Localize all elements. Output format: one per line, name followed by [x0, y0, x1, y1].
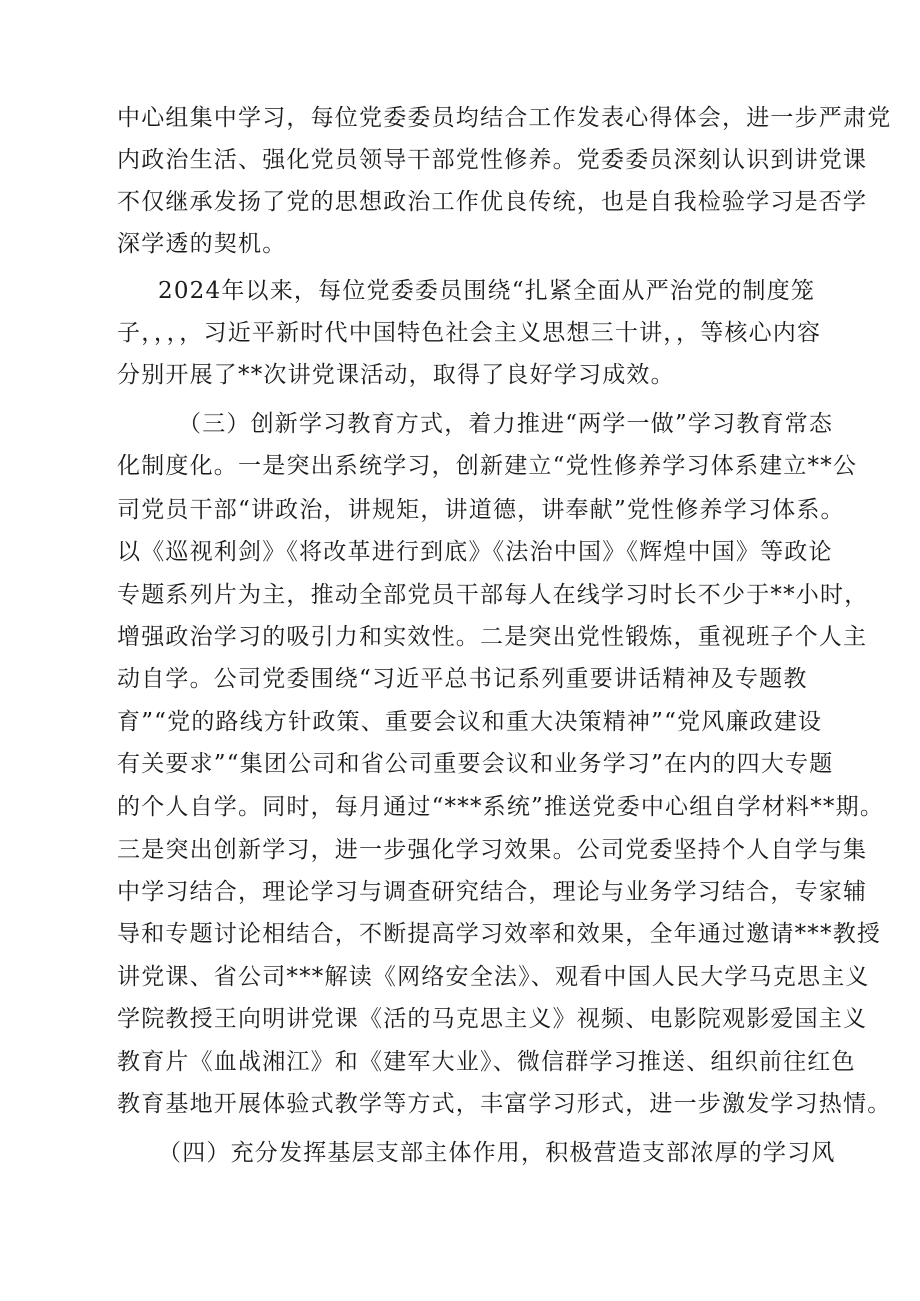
section-heading-line: （三）创新学习教育方式，着力推进“两学一做”学习教育常态 — [178, 411, 834, 437]
paragraph-line: 动自学。公司党委围绕“习近平总书记系列重要讲话精神及专题教 — [117, 666, 808, 692]
paragraph-line: 教育基地开展体验式教学等方式，丰富学习形式，进一步激发学习热情。 — [117, 1091, 892, 1117]
paragraph-line: 中学习结合，理论学习与调查研究结合，理论与业务学习结合，专家辅 — [117, 879, 868, 905]
paragraph-line: 深学透的契机。 — [117, 231, 287, 257]
paragraph-line: 专题系列片为主，推动全部党员干部每人在线学习时长不少于**小时， — [117, 582, 869, 608]
paragraph-line: 子，，，，习近平新时代中国特色社会主义思想三十讲，，等核心内容 — [117, 320, 822, 346]
paragraph-line: 中心组集中学习，每位党委委员均结合工作发表心得体会，进一步严肃党 — [117, 105, 892, 131]
paragraph-line: 学院教授王向明讲党课《活的马克思主义》视频、电影院观影爱国主义 — [117, 1006, 868, 1032]
section-heading-line: （四）充分发挥基层支部主体作用，积极营造支部浓厚的学习风 — [158, 1140, 836, 1166]
paragraph-line: 不仅继承发扬了党的思想政治工作优良传统，也是自我检验学习是否学 — [117, 189, 868, 215]
paragraph-line: 内政治生活、强化党员领导干部党性修养。党委委员深刻认识到讲党课 — [117, 147, 868, 173]
paragraph-line: 增强政治学习的吸引力和实效性。二是突出党性锻炼，重视班子个人主 — [117, 624, 868, 650]
paragraph-line: 三是突出创新学习，进一步强化学习效果。公司党委坚持个人自学与集 — [117, 837, 868, 863]
paragraph-line: 育”“党的路线方针政策、重要会议和重大决策精神”“党风廉政建设 — [117, 709, 823, 735]
paragraph-line: 司党员干部“讲政治，讲规矩，讲道德，讲奉献”党性修养学习体系。 — [117, 497, 845, 523]
paragraph-line: 化制度化。一是突出系统学习，创新建立“党性修养学习体系建立**公 — [117, 453, 858, 479]
paragraph-line: 有关要求”“集团公司和省公司重要会议和业务学习”在内的四大专题 — [117, 751, 834, 777]
paragraph-line: 的个人自学。同时，每月通过“***系统”推送党委中心组自学材料**期。 — [117, 794, 885, 820]
paragraph-line: 教育片《血战湘江》和《建军大业》、微信群学习推送、组织前往红色 — [117, 1049, 856, 1075]
paragraph-line: 导和专题讨论相结合，不断提高学习效率和效果，全年通过邀请***教授 — [117, 921, 882, 947]
paragraph-line: 2024年以来，每位党委委员围绕“扎紧全面从严治党的制度笼 — [158, 278, 816, 304]
paragraph-line: 分别开展了**次讲党课活动，取得了良好学习成效。 — [117, 362, 675, 388]
paragraph-line: 讲党课、省公司***解读《网络安全法》、观看中国人民大学马克思主义 — [117, 964, 870, 990]
paragraph-line: 以《巡视利剑》《将改革进行到底》《法治中国》《辉煌中国》等政论 — [117, 539, 833, 565]
